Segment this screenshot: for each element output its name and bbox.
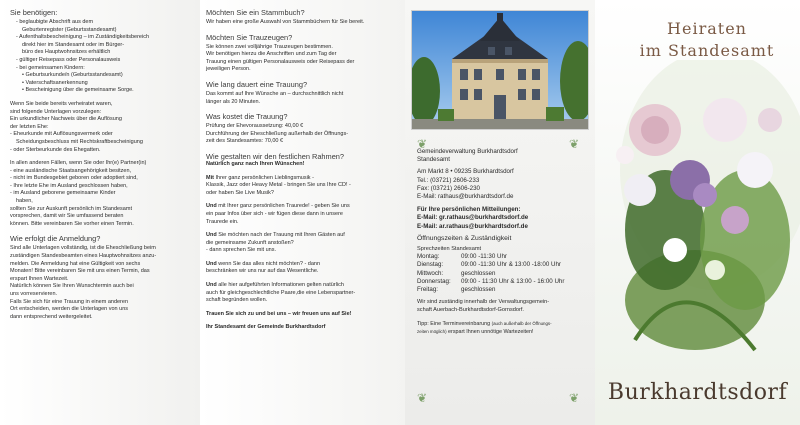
line-text: mit Ihrer ganz persönlichen Traurede! - geben Sie uns xyxy=(216,203,350,210)
text-line: Ort entscheiden, werden die Unterlagen von uns xyxy=(10,306,129,313)
text-line: - bei gemeinsamen Kindern: xyxy=(16,64,85,71)
text-line: Trauung einen gültigen Personalausweis oder Reisepass der xyxy=(206,58,355,65)
line-text: schaft begründen wollen. xyxy=(206,297,268,304)
registration-text xyxy=(10,245,194,321)
text-line: Durchführung der Eheschließung außerhalb der Öffnungs- xyxy=(206,130,349,137)
panel-requirements xyxy=(0,0,200,425)
speech-text xyxy=(206,203,401,226)
text-line xyxy=(206,175,401,183)
text-line: Falls Sie sich für eine Trauung in einem anderen xyxy=(10,298,129,305)
ceremony-subtitle: Natürlich ganz nach Ihren Wünschen! xyxy=(206,160,305,167)
text-line: Scheidungsbeschluss mit Rechtskraftbescheinigung xyxy=(16,138,143,145)
witnesses-text xyxy=(206,44,401,74)
text-line: haben, xyxy=(16,198,33,205)
hours-time: 09:00 - 11:30 Uhr & 13:00 - 16:00 Uhr xyxy=(461,277,565,285)
text-line xyxy=(206,240,401,248)
essentials-text xyxy=(206,261,401,276)
town-name: Burkhardtsdorf xyxy=(607,380,788,405)
text-line: dann entsprechend weitergeleitet. xyxy=(10,313,93,320)
requirements-list xyxy=(10,19,194,95)
text-line: - Eheurkunde mit Auflösungsvermerk oder xyxy=(10,131,113,138)
text-line: Ein urkundlicher Nachweis über die Auflösung xyxy=(10,116,122,123)
line-text: auch für gleichgeschlechtliche Paare,die eine Lebenspartner- xyxy=(206,289,356,296)
hours-time: 09:00 -11:30 Uhr & 13:00 -18:00 Uhr xyxy=(461,261,561,269)
heading-duration: Wie lang dauert eine Trauung? xyxy=(206,79,308,89)
emphasis: Mit xyxy=(206,174,214,181)
text-line: - beglaubigte Abschrift aus dem xyxy=(16,19,94,25)
text-line: • Bescheinigung über die gemeinsame Sorge. xyxy=(22,87,134,94)
opening-hours xyxy=(417,253,587,294)
text-line: Wenn Sie beide bereits verheiratet waren, xyxy=(10,100,113,107)
heading-family-book: Möchten Sie ein Stammbuch? xyxy=(206,8,305,17)
text-line xyxy=(206,261,401,269)
text-line: Wir sind zuständig innerhalb der Verwaltungsgemein- xyxy=(417,299,550,306)
cost-text xyxy=(206,123,401,146)
hours-day: Donnerstag: xyxy=(417,277,451,285)
emphasis: Und xyxy=(206,203,217,210)
text-line: uns vorreservieren. xyxy=(10,291,58,297)
line-text: - dann sprechen Sie mit uns. xyxy=(206,247,277,254)
text-line xyxy=(206,182,401,190)
corner-ornament-icon: ❦ xyxy=(569,391,580,405)
text-line: melden. Die Anmeldung hat eine Gültigkeit von sechs xyxy=(10,260,141,267)
tip-text: Tipp: Eine Terminvereinbarung (auch außerhalb der Öffnungs- zeiten möglich) erspart Ihnen unnötige Wartezeiten! xyxy=(417,321,552,336)
text-line: Geburtenregister (Geburtsstandesamt) xyxy=(22,26,117,33)
text-line: - Ihre letzte Ehe im Ausland geschlossen haben, xyxy=(10,182,128,189)
line-text: wenn Sie das alles nicht möchten? - dann xyxy=(216,260,321,267)
cover-title-line-1: Heiraten xyxy=(667,19,747,38)
closing-line: Trauen Sie sich zu und bei uns – wir freuen uns auf Sie! xyxy=(206,310,352,317)
emphasis: Und xyxy=(206,232,217,239)
corner-ornament-icon: ❦ xyxy=(417,137,428,151)
text-line: Prüfung der Ehevoraussetzung: 40,00 € xyxy=(206,123,304,130)
text-line xyxy=(206,211,401,219)
hours-heading: Öffnungszeiten & Zuständigkeit xyxy=(417,234,512,242)
previous-marriage-text xyxy=(10,101,194,154)
text-line: sind folgende Unterlagen vorzulegen: xyxy=(10,108,102,115)
line-text: alle hier aufgeführten Informationen gelten natürlich xyxy=(216,282,344,289)
panel-cover xyxy=(595,0,800,425)
text-line xyxy=(206,203,401,211)
heading-witnesses: Möchten Sie Trauzeugen? xyxy=(206,32,293,42)
text-line xyxy=(206,297,401,305)
special-cases-text xyxy=(10,160,194,228)
text-line: der letzten Ehe: xyxy=(10,123,49,130)
line-text: Traurede ein. xyxy=(206,218,239,225)
competence-text xyxy=(417,299,587,314)
signature-line: Ihr Standesamt der Gemeinde Burkhardtsdorf xyxy=(206,324,326,331)
hours-time: geschlossen xyxy=(461,269,496,277)
text-line: Natürlich können Sie Ihren Wunschtermin auch bei xyxy=(10,283,134,290)
text-line xyxy=(206,219,401,227)
text-line: Das kommt auf Ihre Wünsche an – durchschnittlich nicht xyxy=(206,90,344,97)
text-line: Sie können zwei volljährige Trauzeugen bestimmen. xyxy=(206,43,333,50)
email-personal-1[interactable]: E-Mail: gr.rathaus@burkhardtsdorf.de xyxy=(417,214,529,222)
duration-text xyxy=(206,91,401,106)
corner-ornament-icon: ❦ xyxy=(569,137,580,151)
heading-ceremony: Wie gestalten wir den festlichen Rahmen? xyxy=(206,151,345,161)
guests-text xyxy=(206,232,401,255)
text-line: Monaten! Bitte vereinbaren Sie mit uns einen Termin, das xyxy=(10,268,150,275)
personal-heading: Für Ihre persönlichen Mitteilungen: xyxy=(417,206,521,214)
hours-subheading: Sprechzeiten Standesamt xyxy=(417,246,482,253)
text-line: schaft Auerbach-Burkhardtsdorf-Gornsdorf. xyxy=(417,306,524,313)
text-line: jeweiligen Person. xyxy=(206,66,251,73)
text-line: - Aufenthaltsbescheinigung – im Zuständigkeitsbereich xyxy=(16,34,149,41)
hours-day: Montag: xyxy=(417,253,440,261)
corner-ornament-icon: ❦ xyxy=(417,391,428,405)
org-department: Standesamt xyxy=(417,156,451,164)
family-book-text xyxy=(206,19,401,27)
emphasis: Und xyxy=(206,282,217,289)
emphasis: Und xyxy=(206,260,217,267)
text-line: Sind alle Unterlagen vollständig, ist die Eheschließung beim xyxy=(10,245,156,252)
line-text: ein paar Infos über sich - wir fügen diese dann in unsere xyxy=(206,210,343,217)
heading-requirements: Sie benötigen: xyxy=(10,8,58,17)
panel-questions xyxy=(200,0,405,425)
line-text: Sie möchten nach der Trauung mit Ihren Gästen auf xyxy=(216,232,345,239)
email[interactable]: E-Mail: rathaus@burkhardtsdorf.de xyxy=(417,193,514,201)
text-line xyxy=(206,268,401,276)
heading-cost: Was kostet die Trauung? xyxy=(206,112,288,122)
text-line: erspart Ihnen Wartezeit. xyxy=(10,275,69,282)
text-line: In allen anderen Fällen, wenn Sie oder Ihr(e) Partner(in) xyxy=(10,160,147,167)
postal-address: Am Markt 8 • 09235 Burkhardtsdorf xyxy=(417,168,514,176)
text-line: sollten Sie zur Auskunft persönlich im Standesamt xyxy=(10,205,132,212)
text-line: vorsprechen, damit wir Sie umfassend beraten xyxy=(10,213,124,220)
hours-day: Freitag: xyxy=(417,286,438,294)
cover-title-line-2: im Standesamt xyxy=(639,41,775,60)
text-line: büro des Hauptwohnsitzes erhältlich xyxy=(22,49,111,56)
hours-day: Mittwoch: xyxy=(417,269,444,277)
text-line: zuständigen Standesbeamten eines Hauptwohnsitzes anzu- xyxy=(10,253,157,260)
hours-time: 09:00 -11:30 Uhr xyxy=(461,253,507,261)
text-line xyxy=(206,282,401,290)
text-line xyxy=(206,290,401,298)
text-line: zeit des Standesamtes: 70,00 € xyxy=(206,138,284,145)
panel-contact xyxy=(405,0,595,425)
text-line: länger als 20 Minuten. xyxy=(206,98,261,105)
text-line: Wir benötigen hierzu die Anschriften und zum Tag der xyxy=(206,51,337,58)
text-line: - oder Sterbeurkunde des Ehegatten. xyxy=(10,146,101,153)
fax: Fax: (03721) 2606-230 xyxy=(417,184,480,192)
line-text: die gemeinsame Zukunft anstoßen? xyxy=(206,239,294,246)
text-line: können. Bitte vereinbaren Sie vorher einen Termin. xyxy=(10,220,134,227)
phone: Tel.: (03721) 2606-233 xyxy=(417,176,480,184)
music-text xyxy=(206,175,401,198)
line-text: beschränken wir uns nur auf das Wesentliche. xyxy=(206,268,319,275)
hours-time: geschlossen xyxy=(461,286,496,294)
text-line: direkt hier im Standesamt oder im Bürger- xyxy=(22,41,125,48)
town-hall-photo xyxy=(411,10,589,130)
text-line xyxy=(206,232,401,240)
text-line xyxy=(206,190,401,198)
contact-block xyxy=(417,148,587,336)
text-line xyxy=(206,247,401,255)
flower-bouquet-image xyxy=(595,60,800,370)
heading-registration: Wie erfolgt die Anmeldung? xyxy=(10,234,101,244)
text-line: - im Ausland geborene gemeinsame Kinder xyxy=(10,190,116,197)
line-text: Ihrer ganz persönlichen Lieblingsmusik - xyxy=(213,174,314,181)
text-line: • Geburtsurkunde/n (Geburtsstandesamt) xyxy=(22,72,123,79)
hours-day: Dienstag: xyxy=(417,261,444,269)
text-line: - gültiger Reisepass oder Personalausweis xyxy=(16,56,121,63)
text-line: • Vaterschaftsanerkennung xyxy=(22,79,88,86)
text-line: - eine ausländische Staatsangehörigkeit besitzen, xyxy=(10,167,132,174)
line-text: oder haben Sie Live Musik? xyxy=(206,189,274,196)
line-text: Klassik, Jazz oder Heavy Metal - bringen Sie uns Ihre CD! - xyxy=(206,182,351,189)
text-line: Wir haben eine große Auswahl von Stammbüchern für Sie bereit. xyxy=(206,19,365,25)
cover-title xyxy=(617,18,797,62)
text-line: - nicht im Bundesgebiet geboren oder adoptiert sind, xyxy=(10,175,138,182)
email-personal-2[interactable]: E-Mail: ar.rathaus@burkhardtsdorf.de xyxy=(417,222,528,230)
partnership-text xyxy=(206,282,401,305)
org-name: Gemeindeverwaltung Burkhardtsdorf xyxy=(417,148,518,155)
